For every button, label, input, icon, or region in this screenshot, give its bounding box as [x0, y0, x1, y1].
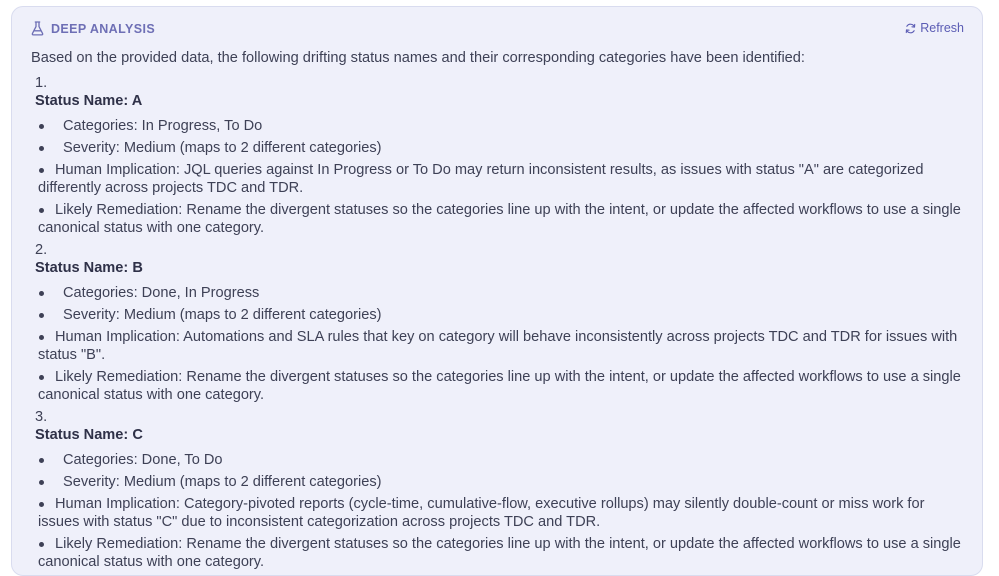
- deep-analysis-card: [11, 6, 983, 576]
- card-header: [12, 7, 982, 51]
- implication-item: Human Implication: Automations and SLA rules that key on category will behave inconsistently across projects TDC and TDR for issues with status "B".: [38, 328, 964, 364]
- card-title: DEEP ANALYSIS: [51, 21, 156, 36]
- severity-item: Severity: Medium (maps to 2 different categories): [38, 139, 964, 157]
- status-entry: [31, 408, 964, 571]
- severity-item: Severity: Medium (maps to 2 different categories): [38, 306, 964, 324]
- remediation-item: Likely Remediation: Rename the divergent statuses so the categories line up with the intent, or update the affected workflows to use a single canonical status with one category.: [38, 368, 964, 404]
- analysis-content: [31, 47, 964, 575]
- remediation-item: Likely Remediation: Rename the divergent statuses so the categories line up with the intent, or update the affected workflows to use a single canonical status with one category.: [38, 535, 964, 571]
- status-details-list: [31, 117, 964, 237]
- categories-item: Categories: Done, In Progress: [38, 284, 964, 302]
- entry-number: 3.: [35, 409, 48, 425]
- refresh-icon: [905, 23, 916, 34]
- status-name: Status Name: A: [35, 93, 143, 109]
- status-name: Status Name: C: [35, 427, 143, 443]
- title-group: [31, 21, 155, 36]
- entry-number: 1.: [35, 75, 48, 91]
- status-entry: [31, 241, 964, 404]
- refresh-button[interactable]: [905, 21, 964, 35]
- entry-number: 2.: [35, 242, 48, 258]
- status-entry: [31, 74, 964, 237]
- status-details-list: [31, 284, 964, 404]
- status-name: Status Name: B: [35, 260, 143, 276]
- categories-item: Categories: In Progress, To Do: [38, 117, 964, 135]
- implication-item: Human Implication: Category-pivoted reports (cycle-time, cumulative-flow, executive rollups) may silently double-count or miss work for issues with status "C" due to inconsistent categorization across projects TDC and TDR.: [38, 495, 964, 531]
- categories-item: Categories: Done, To Do: [38, 451, 964, 469]
- intro-text: Based on the provided data, the following drifting status names and their corresponding categories have been identified:: [31, 50, 805, 66]
- remediation-item: Likely Remediation: Rename the divergent statuses so the categories line up with the intent, or update the affected workflows to use a single canonical status with one category.: [38, 201, 964, 237]
- implication-item: Human Implication: JQL queries against In Progress or To Do may return inconsistent results, as issues with status "A" are categorized differently across projects TDC and TDR.: [38, 161, 964, 197]
- flask-icon: [31, 21, 44, 36]
- refresh-label: Refresh: [920, 21, 964, 35]
- status-details-list: [31, 451, 964, 571]
- severity-item: Severity: Medium (maps to 2 different categories): [38, 473, 964, 491]
